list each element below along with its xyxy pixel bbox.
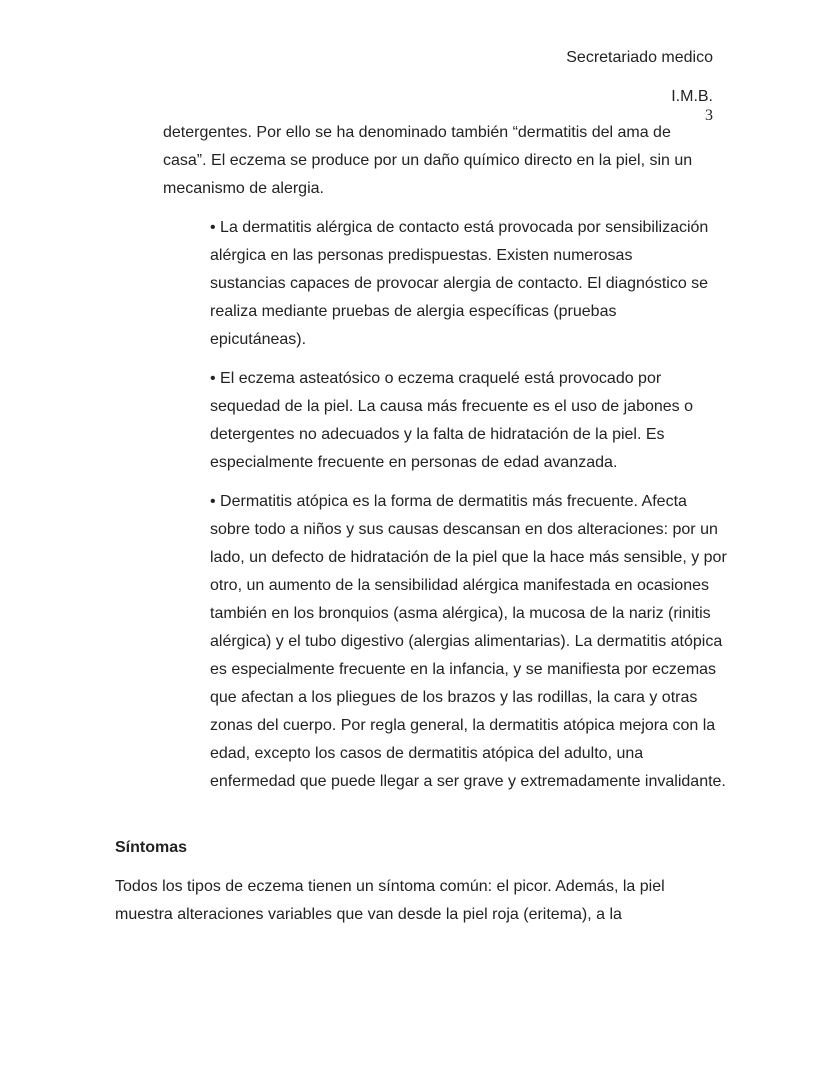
symptoms-paragraph: Todos los tipos de eczema tienen un síntoma común: el picor. Además, la piel muestra alteraciones variables que van desde la piel roja (eritema), a la [115, 878, 665, 923]
page-number: 3 [705, 107, 713, 124]
bullet-atopic-dermatitis: • Dermatitis atópica es la forma de dermatitis más frecuente. Afecta sobre todo a niños y sus causas descansan en dos alteraciones: por un lado, un defecto de hidratación de la piel que la hace más sensible, y por otro, un aumento de la sensibilidad alérgica manifestada en ocasiones también en los bronquios (asma alérgica), la mucosa de la nariz (rinitis alérgica) y el tubo digestivo (alergias alimentarias). La dermatitis atópica es especialmente frecuente en la infancia, y se manifiesta por eczemas que afectan a los pliegues de los brazos y las rodillas, la cara y otras zonas del cuerpo. Por regla general, la dermatitis atópica mejora con la edad, excepto los casos de dermatitis atópica del adulto, una enfermedad que puede llegar a ser grave y extremadamente invalidante. [210, 493, 727, 790]
bullet-contact-dermatitis: • La dermatitis alérgica de contacto está provocada por sensibilización alérgica en las personas predispuestas. Existen numerosas sustancias capaces de provocar alergia de contacto. El diagnóstico se realiza mediante pruebas de alergia específicas (pruebas epicutáneas). [210, 219, 709, 348]
header-initials: I.M.B. [671, 88, 713, 105]
bullet-asteatotic-eczema: • El eczema asteatósico o eczema craquelé está provocado por sequedad de la piel. La causa más frecuente es el uso de jabones o detergentes no adecuados y la falta de hidratación de la piel. Es especialmente frecuente en personas de edad avanzada. [210, 370, 693, 471]
intro-paragraph: detergentes. Por ello se ha denominado también “dermatitis del ama de casa”. El eczema se produce por un daño químico directo en la piel, sin un mecanismo de alergia. [163, 124, 693, 197]
section-heading-symptoms: Síntomas [115, 839, 188, 856]
header-title: Secretariado medico [566, 49, 713, 66]
